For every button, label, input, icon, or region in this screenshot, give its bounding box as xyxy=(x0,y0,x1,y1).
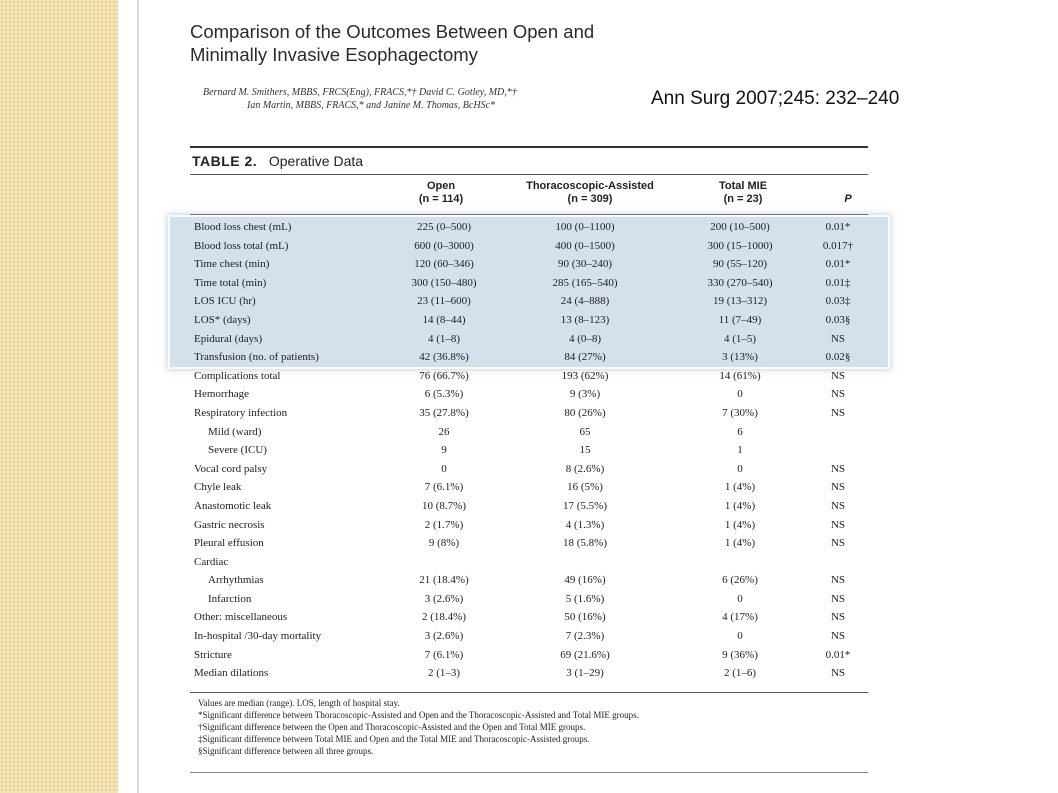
col-header-open xyxy=(397,180,485,206)
col-header-thoracoscopic-name: Thoracoscopic-Assisted xyxy=(526,180,654,192)
cell-p-value: NS xyxy=(830,592,846,605)
cell-thoracoscopic: 4 (0–8) xyxy=(568,332,602,345)
cell-thoracoscopic: 16 (5%) xyxy=(567,481,603,494)
row-label: Anastomotic leak xyxy=(194,499,272,512)
table-row xyxy=(190,646,868,665)
cell-thoracoscopic: 15 xyxy=(579,444,591,457)
cell-total-mie: 11 (7–49) xyxy=(718,313,762,326)
cell-open: 26 xyxy=(438,425,450,438)
cell-total-mie: 4 (1–5) xyxy=(723,332,757,345)
cell-total-mie: 0 xyxy=(737,462,743,475)
cell-open: 6 (5.3%) xyxy=(424,388,464,401)
table-row xyxy=(190,274,868,293)
table-row xyxy=(190,497,868,516)
table-caption xyxy=(192,153,363,169)
row-label: Time chest (min) xyxy=(194,258,270,271)
cell-total-mie: 9 (36%) xyxy=(722,648,758,661)
col-header-total-mie xyxy=(698,180,788,206)
table-row xyxy=(190,385,868,404)
footnote: Values are median (range). LOS, length of hospital stay. xyxy=(198,698,400,708)
col-header-open-n: (n = 114) xyxy=(418,193,464,205)
cell-thoracoscopic: 49 (16%) xyxy=(564,574,606,587)
cell-total-mie: 7 (30%) xyxy=(722,406,758,419)
table-row xyxy=(190,608,868,627)
row-label: Infarction xyxy=(208,592,252,605)
cell-open: 14 (8–44) xyxy=(422,313,466,326)
cell-open: 9 xyxy=(441,444,447,457)
row-label: Gastric necrosis xyxy=(194,518,265,531)
row-label: Mild (ward) xyxy=(208,425,262,438)
cell-total-mie: 6 (26%) xyxy=(722,574,758,587)
cell-p-value: NS xyxy=(830,630,846,643)
cell-thoracoscopic: 9 (3%) xyxy=(569,388,601,401)
row-label: Blood loss chest (mL) xyxy=(194,221,292,233)
table-footnotes xyxy=(198,697,858,757)
cell-total-mie: 1 (4%) xyxy=(724,481,756,494)
table-row xyxy=(190,348,868,367)
table-row xyxy=(190,292,868,311)
col-header-total-mie-n: (n = 23) xyxy=(723,193,763,205)
table-row xyxy=(190,553,868,572)
cell-open: 600 (0–3000) xyxy=(414,239,474,252)
table-top-rule xyxy=(190,146,868,148)
cell-thoracoscopic: 5 (1.6%) xyxy=(565,592,605,605)
cell-total-mie: 19 (13–312) xyxy=(712,295,768,308)
cell-total-mie: 2 (1–6) xyxy=(723,667,757,680)
table-end-rule xyxy=(190,772,868,773)
table-row xyxy=(190,367,868,386)
cell-open: 35 (27.8%) xyxy=(419,406,469,419)
citation: Ann Surg 2007;245: 232–240 xyxy=(651,88,900,109)
cell-open: 3 (2.6%) xyxy=(424,592,464,605)
cell-open: 21 (18.4%) xyxy=(419,574,469,587)
table-row xyxy=(190,237,868,256)
col-header-p-name: P xyxy=(844,193,852,205)
cell-total-mie: 1 (4%) xyxy=(724,499,756,512)
cell-p-value: 0.03‡ xyxy=(825,295,851,308)
col-header-p xyxy=(828,193,868,206)
cell-total-mie: 200 (10–500) xyxy=(710,221,770,233)
cell-open: 2 (1.7%) xyxy=(424,518,464,531)
cell-open: 10 (8.7%) xyxy=(422,499,466,512)
cell-p-value: 0.01* xyxy=(825,648,851,661)
footnote: *Significant difference between Thoracoscopic-Assisted and Open and the Thoracoscopic-Assisted and Total MIE groups. xyxy=(198,710,639,720)
cell-thoracoscopic: 8 (2.6%) xyxy=(565,462,605,475)
cell-open: 300 (150–480) xyxy=(411,276,477,289)
cell-p-value: NS xyxy=(830,369,846,382)
table-row xyxy=(190,311,868,330)
cell-thoracoscopic: 3 (1–29) xyxy=(566,667,604,680)
row-label: LOS* (days) xyxy=(194,313,251,326)
cell-open: 120 (60–346) xyxy=(414,258,474,271)
table-row xyxy=(190,404,868,423)
table-row xyxy=(190,571,868,590)
cell-thoracoscopic: 17 (5.5%) xyxy=(563,499,607,512)
table-caption-text: Operative Data xyxy=(268,153,364,169)
table-row xyxy=(190,423,868,442)
cell-p-value: NS xyxy=(830,574,846,587)
cell-total-mie: 1 (4%) xyxy=(724,537,756,550)
table-row xyxy=(190,255,868,274)
col-header-thoracoscopic xyxy=(510,180,670,206)
table-row xyxy=(190,516,868,535)
cell-p-value: 0.01‡ xyxy=(825,276,851,289)
cell-p-value: 0.02§ xyxy=(825,351,851,364)
row-label: Blood loss total (mL) xyxy=(194,239,289,252)
cell-thoracoscopic: 400 (0–1500) xyxy=(555,239,615,252)
cell-total-mie: 14 (61%) xyxy=(719,369,761,382)
cell-thoracoscopic: 18 (5.8%) xyxy=(563,537,607,550)
cell-total-mie: 0 xyxy=(737,388,743,401)
row-label: Median dilations xyxy=(194,667,269,680)
cell-thoracoscopic: 4 (1.3%) xyxy=(565,518,605,531)
row-label: Complications total xyxy=(194,369,281,382)
row-label: Epidural (days) xyxy=(194,332,263,345)
cell-p-value: 0.01* xyxy=(825,258,851,271)
row-label: Severe (ICU) xyxy=(208,444,267,457)
table-row xyxy=(190,664,868,683)
cell-thoracoscopic: 90 (30–240) xyxy=(557,258,613,271)
cell-thoracoscopic: 50 (16%) xyxy=(564,611,606,624)
footnote: †Significant difference between the Open and Thoracoscopic-Assisted and the Open and Total MIE groups. xyxy=(198,722,586,732)
row-label: Respiratory infection xyxy=(194,406,288,419)
row-label: Pleural effusion xyxy=(194,537,264,550)
row-label: Other: miscellaneous xyxy=(194,611,288,624)
cell-p-value: NS xyxy=(830,481,846,494)
cell-thoracoscopic: 65 xyxy=(579,425,591,438)
cell-p-value: NS xyxy=(830,499,846,512)
cell-p-value: NS xyxy=(830,667,846,680)
decorative-side-strip xyxy=(0,0,118,793)
row-label: Stricture xyxy=(194,648,232,661)
cell-p-value: 0.01* xyxy=(825,221,851,233)
table-row xyxy=(190,460,868,479)
cell-p-value: NS xyxy=(830,537,846,550)
row-label: Transfusion (no. of patients) xyxy=(194,351,319,364)
cell-open: 7 (6.1%) xyxy=(424,648,464,661)
authors-line2: Ian Martin, MBBS, FRACS,* and Janine M. Thomas, BcHSc* xyxy=(247,100,496,111)
cell-p-value: 0.017† xyxy=(822,239,854,252)
cell-total-mie: 90 (55–120) xyxy=(712,258,768,271)
cell-open: 7 (6.1%) xyxy=(424,481,464,494)
cell-p-value: 0.03§ xyxy=(825,313,851,326)
cell-open: 23 (11–600) xyxy=(417,295,471,308)
row-label: LOS ICU (hr) xyxy=(194,295,256,308)
cell-p-value: NS xyxy=(830,611,846,624)
caption-rule xyxy=(190,174,868,175)
cell-open: 0 xyxy=(441,462,447,475)
row-label: Chyle leak xyxy=(194,481,242,494)
cell-p-value: NS xyxy=(830,406,846,419)
cell-thoracoscopic: 100 (0–1100) xyxy=(555,221,615,233)
cell-p-value: NS xyxy=(830,462,846,475)
cell-open: 9 (8%) xyxy=(428,537,460,550)
cell-total-mie: 4 (17%) xyxy=(722,611,758,624)
table-caption-label: TABLE 2. xyxy=(192,153,258,169)
divider-line xyxy=(137,0,139,793)
cell-total-mie: 330 (270–540) xyxy=(707,276,773,289)
header-rule xyxy=(190,214,868,215)
paper-title xyxy=(190,20,650,66)
footnote: ‡Significant difference between Total MIE and Open and the Total MIE and Thoracoscopic-Assisted groups. xyxy=(198,734,590,744)
cell-p-value: NS xyxy=(830,388,846,401)
col-header-thoracoscopic-n: (n = 309) xyxy=(567,193,613,205)
table-row xyxy=(190,330,868,349)
footnote: §Significant difference between all three groups. xyxy=(198,746,374,756)
cell-p-value: NS xyxy=(830,518,846,531)
row-label: Hemorrhage xyxy=(194,388,249,401)
cell-total-mie: 6 xyxy=(737,425,743,438)
cell-p-value: NS xyxy=(830,332,846,345)
cell-open: 4 (1–8) xyxy=(427,332,461,345)
cell-open: 225 (0–500) xyxy=(416,221,472,233)
table-row xyxy=(190,534,868,553)
row-label: Cardiac xyxy=(194,555,229,568)
cell-thoracoscopic: 80 (26%) xyxy=(564,406,606,419)
paper-title-line2: Minimally Invasive Esophagectomy xyxy=(190,44,478,65)
table-row xyxy=(190,627,868,646)
cell-thoracoscopic: 24 (4–888) xyxy=(560,295,610,308)
cell-total-mie: 1 xyxy=(737,444,743,457)
row-label: Time total (min) xyxy=(194,276,267,289)
cell-total-mie: 1 (4%) xyxy=(724,518,756,531)
cell-open: 3 (2.6%) xyxy=(424,630,464,643)
table-row xyxy=(190,590,868,609)
col-header-total-mie-name: Total MIE xyxy=(718,180,768,192)
cell-total-mie: 300 (15–1000) xyxy=(707,239,773,252)
paper-title-line1: Comparison of the Outcomes Between Open and xyxy=(190,21,595,42)
cell-thoracoscopic: 7 (2.3%) xyxy=(565,630,605,643)
cell-thoracoscopic: 285 (165–540) xyxy=(552,276,618,289)
table-bottom-rule xyxy=(190,692,868,693)
cell-open: 42 (36.8%) xyxy=(419,351,469,364)
authors-line1: Bernard M. Smithers, MBBS, FRCS(Eng), FRACS,*† David C. Gotley, MD,*† xyxy=(203,87,517,98)
cell-thoracoscopic: 193 (62%) xyxy=(561,369,609,382)
col-header-open-name: Open xyxy=(426,180,456,192)
cell-total-mie: 3 (13%) xyxy=(722,351,758,364)
cell-open: 2 (18.4%) xyxy=(422,611,466,624)
cell-total-mie: 0 xyxy=(737,630,743,643)
row-label: Arrhythmias xyxy=(208,574,264,587)
table-row xyxy=(190,478,868,497)
cell-thoracoscopic: 84 (27%) xyxy=(564,351,606,364)
paper-authors xyxy=(203,86,633,112)
cell-total-mie: 0 xyxy=(737,592,743,605)
cell-open: 2 (1–3) xyxy=(427,667,461,680)
row-label: In-hospital /30-day mortality xyxy=(194,630,322,643)
cell-thoracoscopic: 69 (21.6%) xyxy=(560,648,610,661)
table-body xyxy=(190,218,868,683)
cell-open: 76 (66.7%) xyxy=(419,369,469,382)
table-row xyxy=(190,441,868,460)
row-label: Vocal cord palsy xyxy=(194,462,268,475)
table-row xyxy=(190,218,868,237)
cell-thoracoscopic: 13 (8–123) xyxy=(560,313,610,326)
